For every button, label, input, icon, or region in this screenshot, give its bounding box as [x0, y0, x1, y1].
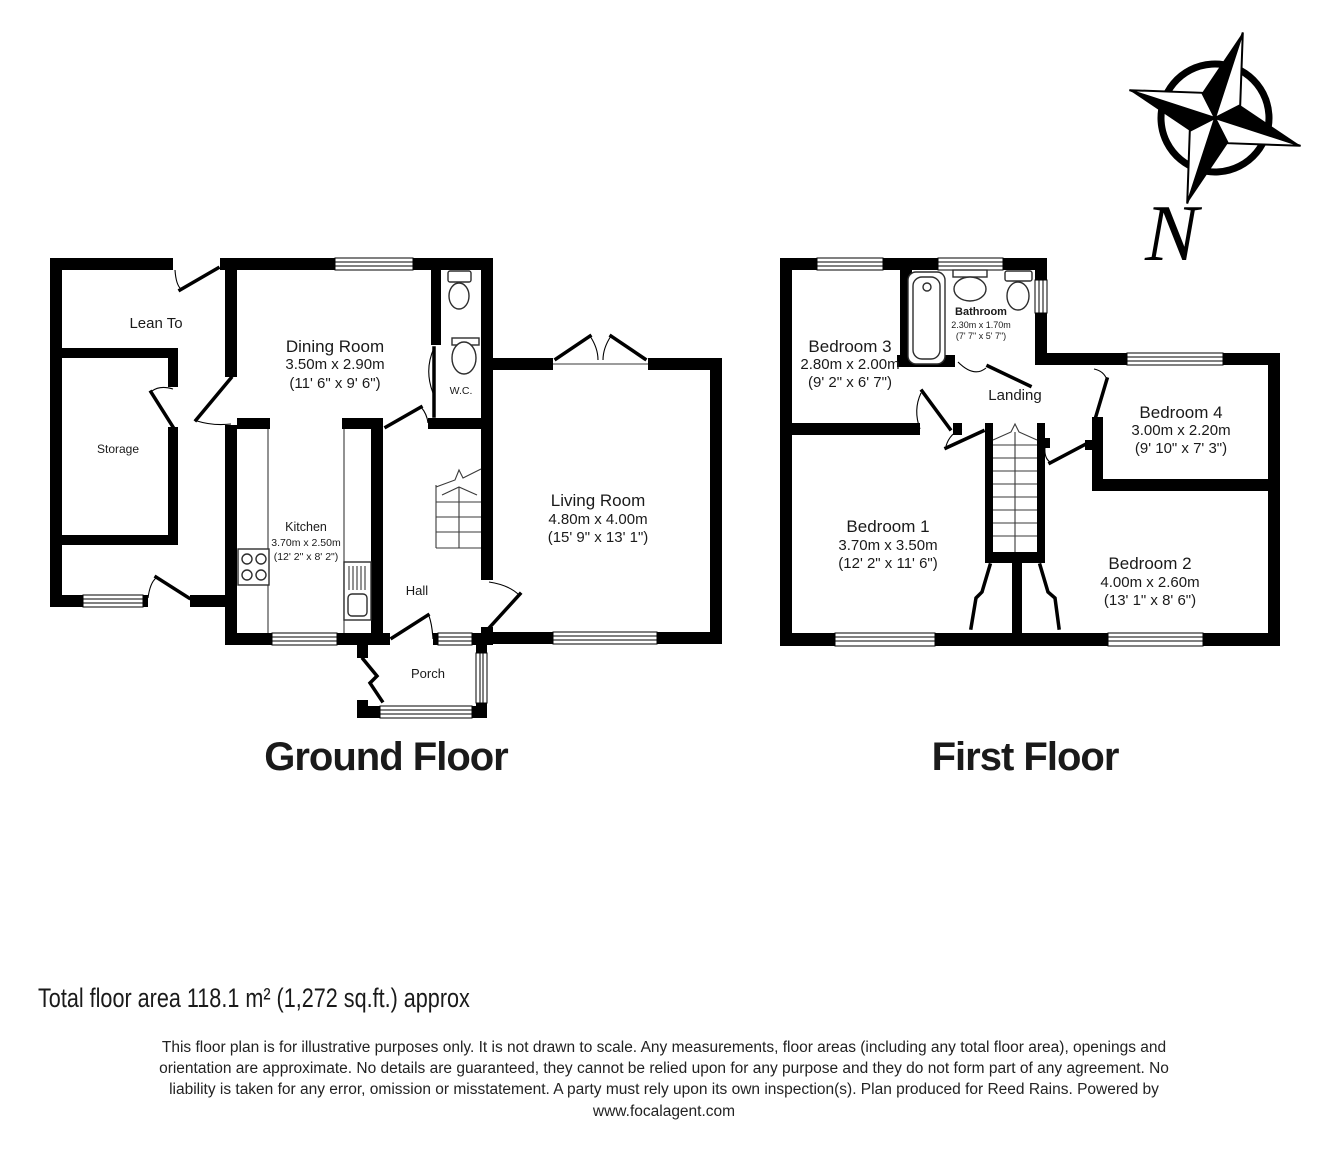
room-dim-bedroom3-metric: 2.80m x 2.00m	[800, 356, 900, 373]
window	[817, 258, 883, 270]
room-dim-bedroom4-metric: 3.00m x 2.20m	[1131, 422, 1231, 439]
compass-north-label: N	[1145, 190, 1199, 278]
door-swing	[148, 577, 189, 598]
room-dim-dining-metric: 3.50m x 2.90m	[285, 356, 385, 373]
disclaimer-line-3: liability is taken for any error, omission or misstatement. A party must rely upon its own inspection(s). Plan produced for Reed Rains. Powered by	[169, 1081, 1159, 1098]
sink-icon	[344, 562, 371, 620]
disclaimer-line-2: orientation are approximate. No details are guaranteed, they cannot be relied upon for any purpose and they do not form part of any agreement. No	[159, 1060, 1169, 1077]
room-label-kitchen: Kitchen	[285, 520, 327, 534]
room-label-wc: W.C.	[449, 385, 473, 397]
door-swing	[151, 387, 173, 427]
stairs-first	[993, 424, 1037, 552]
door-swing	[489, 582, 520, 628]
french-doors	[553, 336, 648, 364]
website-text: www.focalagent.com	[592, 1103, 736, 1120]
room-label-porch: Porch	[411, 666, 445, 681]
door-swing	[392, 615, 433, 639]
room-label-bathroom: Bathroom	[955, 306, 1007, 318]
toilet-icon	[1005, 271, 1032, 310]
window	[83, 595, 143, 607]
window	[938, 258, 1003, 270]
ground-floor-title: Ground Floor	[264, 735, 508, 779]
room-dim-bedroom3-imperial: (9' 2" x 6' 7")	[808, 374, 892, 391]
first-floor-title: First Floor	[931, 735, 1119, 779]
room-label-landing: Landing	[988, 387, 1042, 404]
room-dim-bedroom4-imperial: (9' 10" x 7' 3")	[1134, 440, 1228, 457]
hob-icon	[238, 549, 269, 585]
basin-icon	[953, 270, 987, 301]
window	[1127, 353, 1223, 365]
window	[1035, 280, 1047, 313]
room-dim-kitchen-imperial: (12' 2" x 8' 2")	[273, 551, 339, 563]
room-dim-bathroom-metric: 2.30m x 1.70m	[951, 320, 1011, 330]
total-floor-area: Total floor area 118.1 m² (1,272 sq.ft.) approx	[38, 983, 470, 1013]
window	[553, 632, 657, 644]
window	[476, 653, 487, 703]
door-swing	[196, 378, 231, 425]
door-swing	[429, 348, 434, 416]
toilet-icon	[448, 271, 471, 309]
room-dim-kitchen-metric: 3.70m x 2.50m	[271, 537, 341, 549]
basin-icon	[452, 338, 479, 374]
room-label-bedroom1: Bedroom 1	[846, 517, 930, 536]
stairs-ground	[436, 469, 481, 548]
bath-icon	[908, 272, 945, 364]
window	[1108, 633, 1203, 646]
room-label-bedroom4: Bedroom 4	[1139, 403, 1223, 422]
room-label-storage: Storage	[96, 442, 140, 456]
compass-rose	[1102, 5, 1328, 232]
window	[380, 706, 472, 718]
room-label-hall: Hall	[405, 583, 429, 598]
window	[272, 633, 337, 645]
room-label-dining: Dining Room	[285, 337, 385, 356]
door-swing	[386, 407, 428, 427]
room-label-living: Living Room	[550, 491, 646, 510]
door-swing	[1094, 369, 1107, 416]
door-swing	[946, 429, 983, 448]
room-dim-living-imperial: (15' 9" x 13' 1")	[547, 529, 649, 546]
room-dim-bedroom2-metric: 4.00m x 2.60m	[1100, 574, 1200, 591]
porch-door	[363, 659, 382, 701]
door-swing	[917, 391, 950, 429]
window	[335, 258, 413, 270]
cupboard-door	[971, 565, 990, 628]
room-dim-bathroom-imperial: (7' 7" x 5' 7")	[955, 331, 1007, 341]
room-label-lean-to: Lean To	[129, 315, 183, 332]
window	[438, 633, 472, 645]
cupboard-door	[1040, 565, 1059, 628]
room-dim-dining-imperial: (11' 6" x 9' 6")	[289, 375, 381, 392]
room-label-bedroom3: Bedroom 3	[808, 337, 892, 356]
room-dim-living-metric: 4.80m x 4.00m	[548, 511, 648, 528]
room-label-bedroom2: Bedroom 2	[1108, 554, 1192, 573]
disclaimer-line-1: This floor plan is for illustrative purposes only. It is not drawn to scale. Any measurements, floor areas (including any total floor area), openings and	[161, 1039, 1167, 1056]
room-dim-bedroom1-imperial: (12' 2" x 11' 6")	[838, 555, 938, 572]
room-dim-bedroom2-imperial: (13' 1" x 8' 6")	[1103, 592, 1197, 609]
door-swing	[175, 268, 218, 290]
room-dim-bedroom1-metric: 3.70m x 3.50m	[838, 537, 938, 554]
door-swing	[1045, 444, 1086, 463]
door-swing	[958, 362, 1030, 386]
window	[835, 633, 935, 646]
